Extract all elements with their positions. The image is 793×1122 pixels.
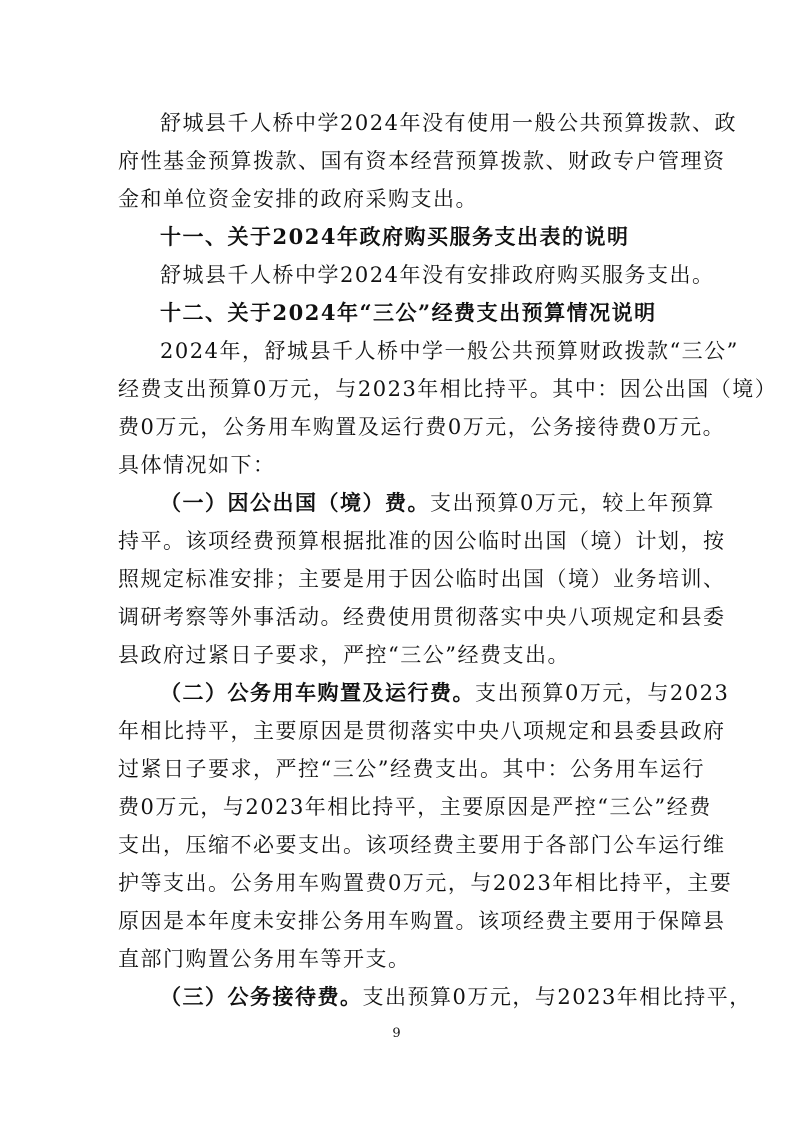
subitem-1-line-2: 持平。该项经费预算根据批准的因公临时出国（境）计划，按 (118, 529, 726, 553)
subitem-1-text: 支出预算0万元，较上年预算 (430, 491, 715, 515)
subitem-1-line-5: 县政府过紧日子要求，严控“三公”经费支出。 (118, 643, 570, 667)
subitem-2-line-1 (160, 678, 730, 708)
subitem-2-line-6: 护等支出。公务用车购置费0万元，与2023年相比持平，主要 (118, 871, 733, 895)
subitem-2-line-8: 直部门购置公务用车等开支。 (118, 947, 411, 971)
subitem-2-line-4: 费0万元，与2023年相比持平，主要原因是严控“三公”经费 (118, 795, 712, 819)
paragraph-1-line-3: 金和单位资金安排的政府采购支出。 (118, 187, 478, 211)
page-number: 9 (392, 1026, 401, 1041)
paragraph-1-line-2: 府性基金预算拨款、国有资本经营预算拨款、财政专户管理资 (118, 149, 726, 173)
subitem-2-line-5: 支出，压缩不必要支出。该项经费主要用于各部门公车运行维 (118, 833, 726, 857)
subitem-3-text: 支出预算0万元，与2023年相比持平， (362, 985, 752, 1009)
subitem-1-line-4: 调研考察等外事活动。经费使用贯彻落实中央八项规定和县委 (118, 605, 726, 629)
subitem-2-lead: （二）公务用车购置及运行费。 (160, 680, 475, 705)
paragraph-3-line-1: 2024年，舒城县千人桥中学一般公共预算财政拨款“三公” (160, 339, 739, 363)
subitem-1-line-1 (160, 488, 715, 518)
subitem-3-line-1 (160, 982, 752, 1012)
paragraph-3-line-3: 费0万元，公务用车购置及运行费0万元，公务接待费0万元。 (118, 415, 726, 439)
subitem-2-line-2: 年相比持平，主要原因是贯彻落实中央八项规定和县委县政府 (118, 719, 726, 743)
paragraph-1-line-1: 舒城县千人桥中学2024年没有使用一般公共预算拨款、政 (160, 111, 737, 135)
paragraph-3-line-4: 具体情况如下： (118, 453, 276, 477)
subitem-2-line-7: 原因是本年度未安排公务用车购置。该项经费主要用于保障县 (118, 909, 726, 933)
subitem-1-lead: （一）因公出国（境）费。 (160, 490, 430, 515)
paragraph-2-line-1: 舒城县千人桥中学2024年没有安排政府购买服务支出。 (160, 263, 715, 287)
subitem-1-line-3: 照规定标准安排；主要是用于因公临时出国（境）业务培训、 (118, 567, 726, 591)
subitem-2-text: 支出预算0万元，与2023 (475, 681, 730, 705)
section-heading-11: 十一、关于2024年政府购买服务支出表的说明 (160, 224, 630, 249)
subitem-2-line-3: 过紧日子要求，严控“三公”经费支出。其中：公务用车运行 (118, 757, 705, 781)
section-heading-12: 十二、关于2024年“三公”经费支出预算情况说明 (160, 300, 657, 325)
paragraph-3-line-2: 经费支出预算0万元，与2023年相比持平。其中：因公出国（境） (118, 377, 778, 401)
subitem-3-lead: （三）公务接待费。 (160, 984, 363, 1009)
